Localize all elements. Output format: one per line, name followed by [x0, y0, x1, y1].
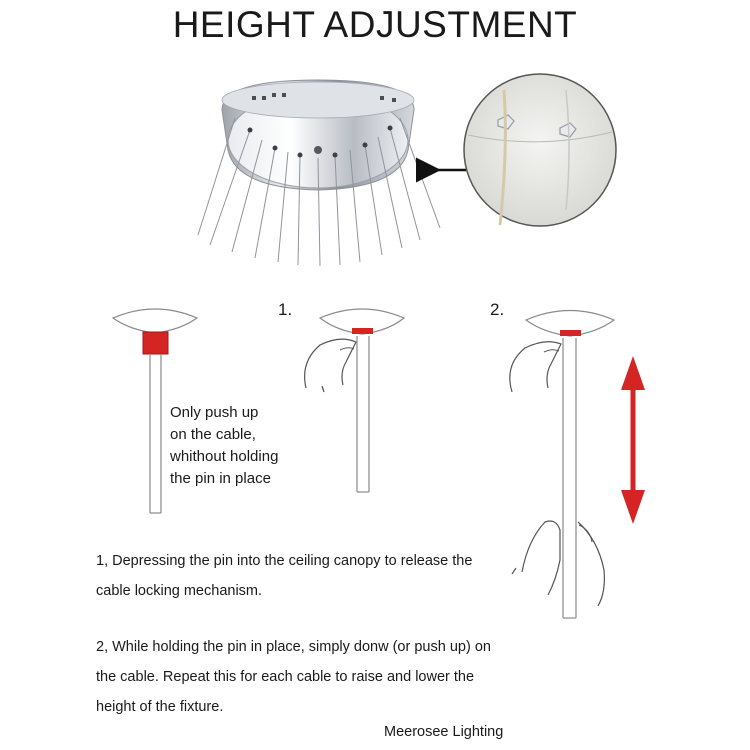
step-1-label: 1.	[278, 300, 293, 319]
step-2-label: 2.	[490, 300, 505, 319]
brand-label: Meerosee Lighting	[384, 724, 504, 740]
instruction-line-1: 1, Depressing the pin into the ceiling canopy to release the	[96, 553, 473, 569]
up-down-arrow-icon	[621, 356, 645, 524]
zoom-detail-circle	[464, 74, 616, 226]
push-note: Only push up on the cable, whithout holding the pin in place	[170, 404, 279, 487]
instruction-line-2: cable locking mechanism.	[96, 583, 263, 599]
canopy-product-photo	[198, 80, 440, 266]
instruction-line-3: 2, While holding the pin in place, simply donw (or push up) on	[96, 639, 491, 655]
diagram-step-1	[305, 309, 404, 492]
diagram-step-2	[510, 311, 614, 619]
page-title: HEIGHT ADJUSTMENT	[172, 4, 578, 45]
instruction-line-5: height of the fixture.	[96, 699, 224, 715]
instruction-line-4: the cable. Repeat this for each cable to raise and lower the	[96, 669, 475, 685]
